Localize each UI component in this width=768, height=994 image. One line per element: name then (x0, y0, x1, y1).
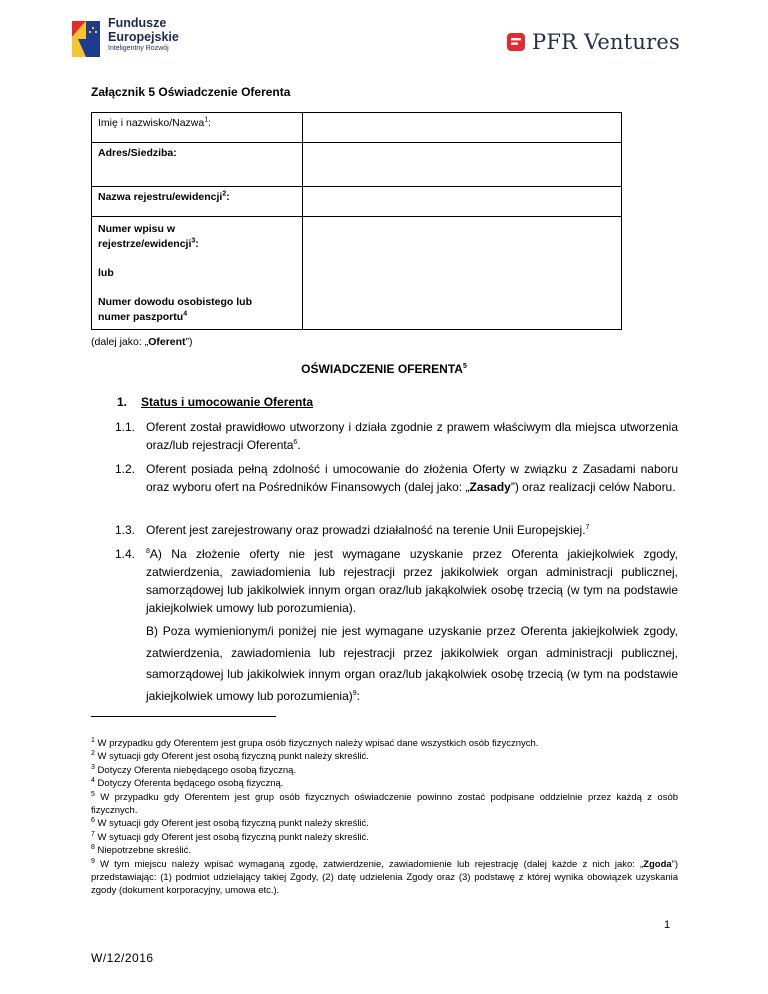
offeror-definition: (dalej jako: „Oferent”) (91, 336, 193, 348)
footnote-5: $^5$ W przypadku gdy Oferentem jest grup osób fizycznych oświadczenie powinno zostać podpisane oddzielnie przez każdą z osób fizycznych. (91, 790, 679, 817)
paragraph-1-4: 1.4. $^8$A) Na złożenie oferty nie jest wymagane uzyskanie przez Oferenta jakiejkolwiek zgody, zatwierdzenia, zawiadomienia lub rejestracji przez jakikolwiek organ administracji publicznej, samorządowej lub jakikolwiek innym organ oraz/lub jakąkolwiek osobę trzecią (w tym na podstawie jakiejkolwiek umowy lub porozumienia). (115, 547, 678, 615)
eu-funds-logo-subtitle: Inteligentny Rozwój (108, 45, 169, 52)
footnotes (91, 737, 678, 898)
footnote-3: $^3$ Dotyczy Oferenta niebędącego osobą fizyczną. (91, 763, 297, 776)
register-number-label: Numer wpisu w rejestrze/ewidencji$^3$: lub Numer dowodu osobistego lub numer paszportu$^4$ (92, 217, 303, 330)
footnote-8: $^8$ Niepotrzebne skreślić. (91, 844, 192, 857)
document-title: Załącznik 5 Oświadczenie Oferenta (91, 85, 291, 99)
footnote-separator (91, 716, 276, 717)
name-label: Imię i nazwisko/Nazwa$^1$: (92, 113, 303, 143)
footnote-9: $^9$ W tym miejscu należy wpisać wymaganą zgodę, zatwierdzenie, zawiadomienie lub rejestrację (dalej każde z nich jako: „Zgoda”) przedstawiając: (1) podmiot udzielający takiej Zgody, (2) datę udzielenia Zgody oraz (3) podstawę z której wynika obowiązek uzyskania zgody (dokument korporacyjny, umowa etc.). (91, 857, 678, 897)
document-id: W/12/2016 (91, 951, 154, 965)
footnote-1: $^1$ W przypadku gdy Oferentem jest grupa osób fizycznych należy wpisać dane wszystkich osób fizycznych. (91, 736, 539, 749)
address-label: Adres/Siedziba: (92, 143, 303, 187)
section-1-title: 1. Status i umocowanie Oferenta (117, 395, 314, 409)
paragraph-1-1: 1.1. Oferent został prawidłowo utworzony i działa zgodnie z prawem właściwym dla miejsca utworzenia oraz/lub rejestracji Oferenta$^6$. (115, 420, 678, 452)
pfr-logo-text: PFR Ventures (532, 30, 680, 54)
offeror-details-table (91, 112, 622, 330)
footnote-6: $^6$ W sytuacji gdy Oferent jest osobą fizyczną punkt należy skreślić. (91, 817, 369, 830)
page-number: 1 (664, 919, 671, 931)
register-name-label: Nazwa rejestru/ewidencji$^2$: (92, 187, 303, 217)
footnote-7: $^7$ W sytuacji gdy Oferent jest osobą fizyczną punkt należy skreślić. (91, 830, 369, 843)
name-value-cell[interactable] (303, 113, 622, 143)
statement-heading: OŚWIADCZENIE OFERENTA$^5$ (301, 362, 467, 376)
register-name-value-cell[interactable] (303, 187, 622, 217)
paragraph-1-3: 1.3. Oferent jest zarejestrowany oraz prowadzi działalność na terenie Unii Europejskiej.$^7$ (115, 523, 590, 537)
pfr-ventures-logo (506, 30, 680, 54)
paragraph-1-2: 1.2. Oferent posiada pełną zdolność i umocowanie do złożenia Oferty w związku z Zasadami naboru oraz wyboru ofert na Pośredników Finansowych (dalej jako: „Zasady”) oraz realizacji celów Naboru. (115, 462, 678, 494)
address-value-cell[interactable] (303, 143, 622, 187)
register-number-value-cell[interactable] (303, 217, 622, 330)
eu-funds-logo-text: Fundusze Europejskie (108, 16, 179, 44)
pfr-logo-icon (506, 32, 526, 52)
paragraph-1-4-b: B) Poza wymienionym/i poniżej nie jest wymagane uzyskanie przez Oferenta jakiejkolwiek zgody, zatwierdzenia, zawiadomienia lub rejestracji przez jakikolwiek organ administracji publicznej, samorządowej lub jakikolwiek innym organ oraz/lub jakąkolwiek osobę trzecią (w tym na podstawie jakiejkolwiek umowy lub porozumienia)$^9$: (146, 624, 678, 703)
footnote-2: $^2$ W sytuacji gdy Oferent jest osobą fizyczną punkt należy skreślić. (91, 750, 369, 763)
footnote-4: $^4$ Dotyczy Oferenta będącego osobą fizyczną. (91, 777, 284, 790)
